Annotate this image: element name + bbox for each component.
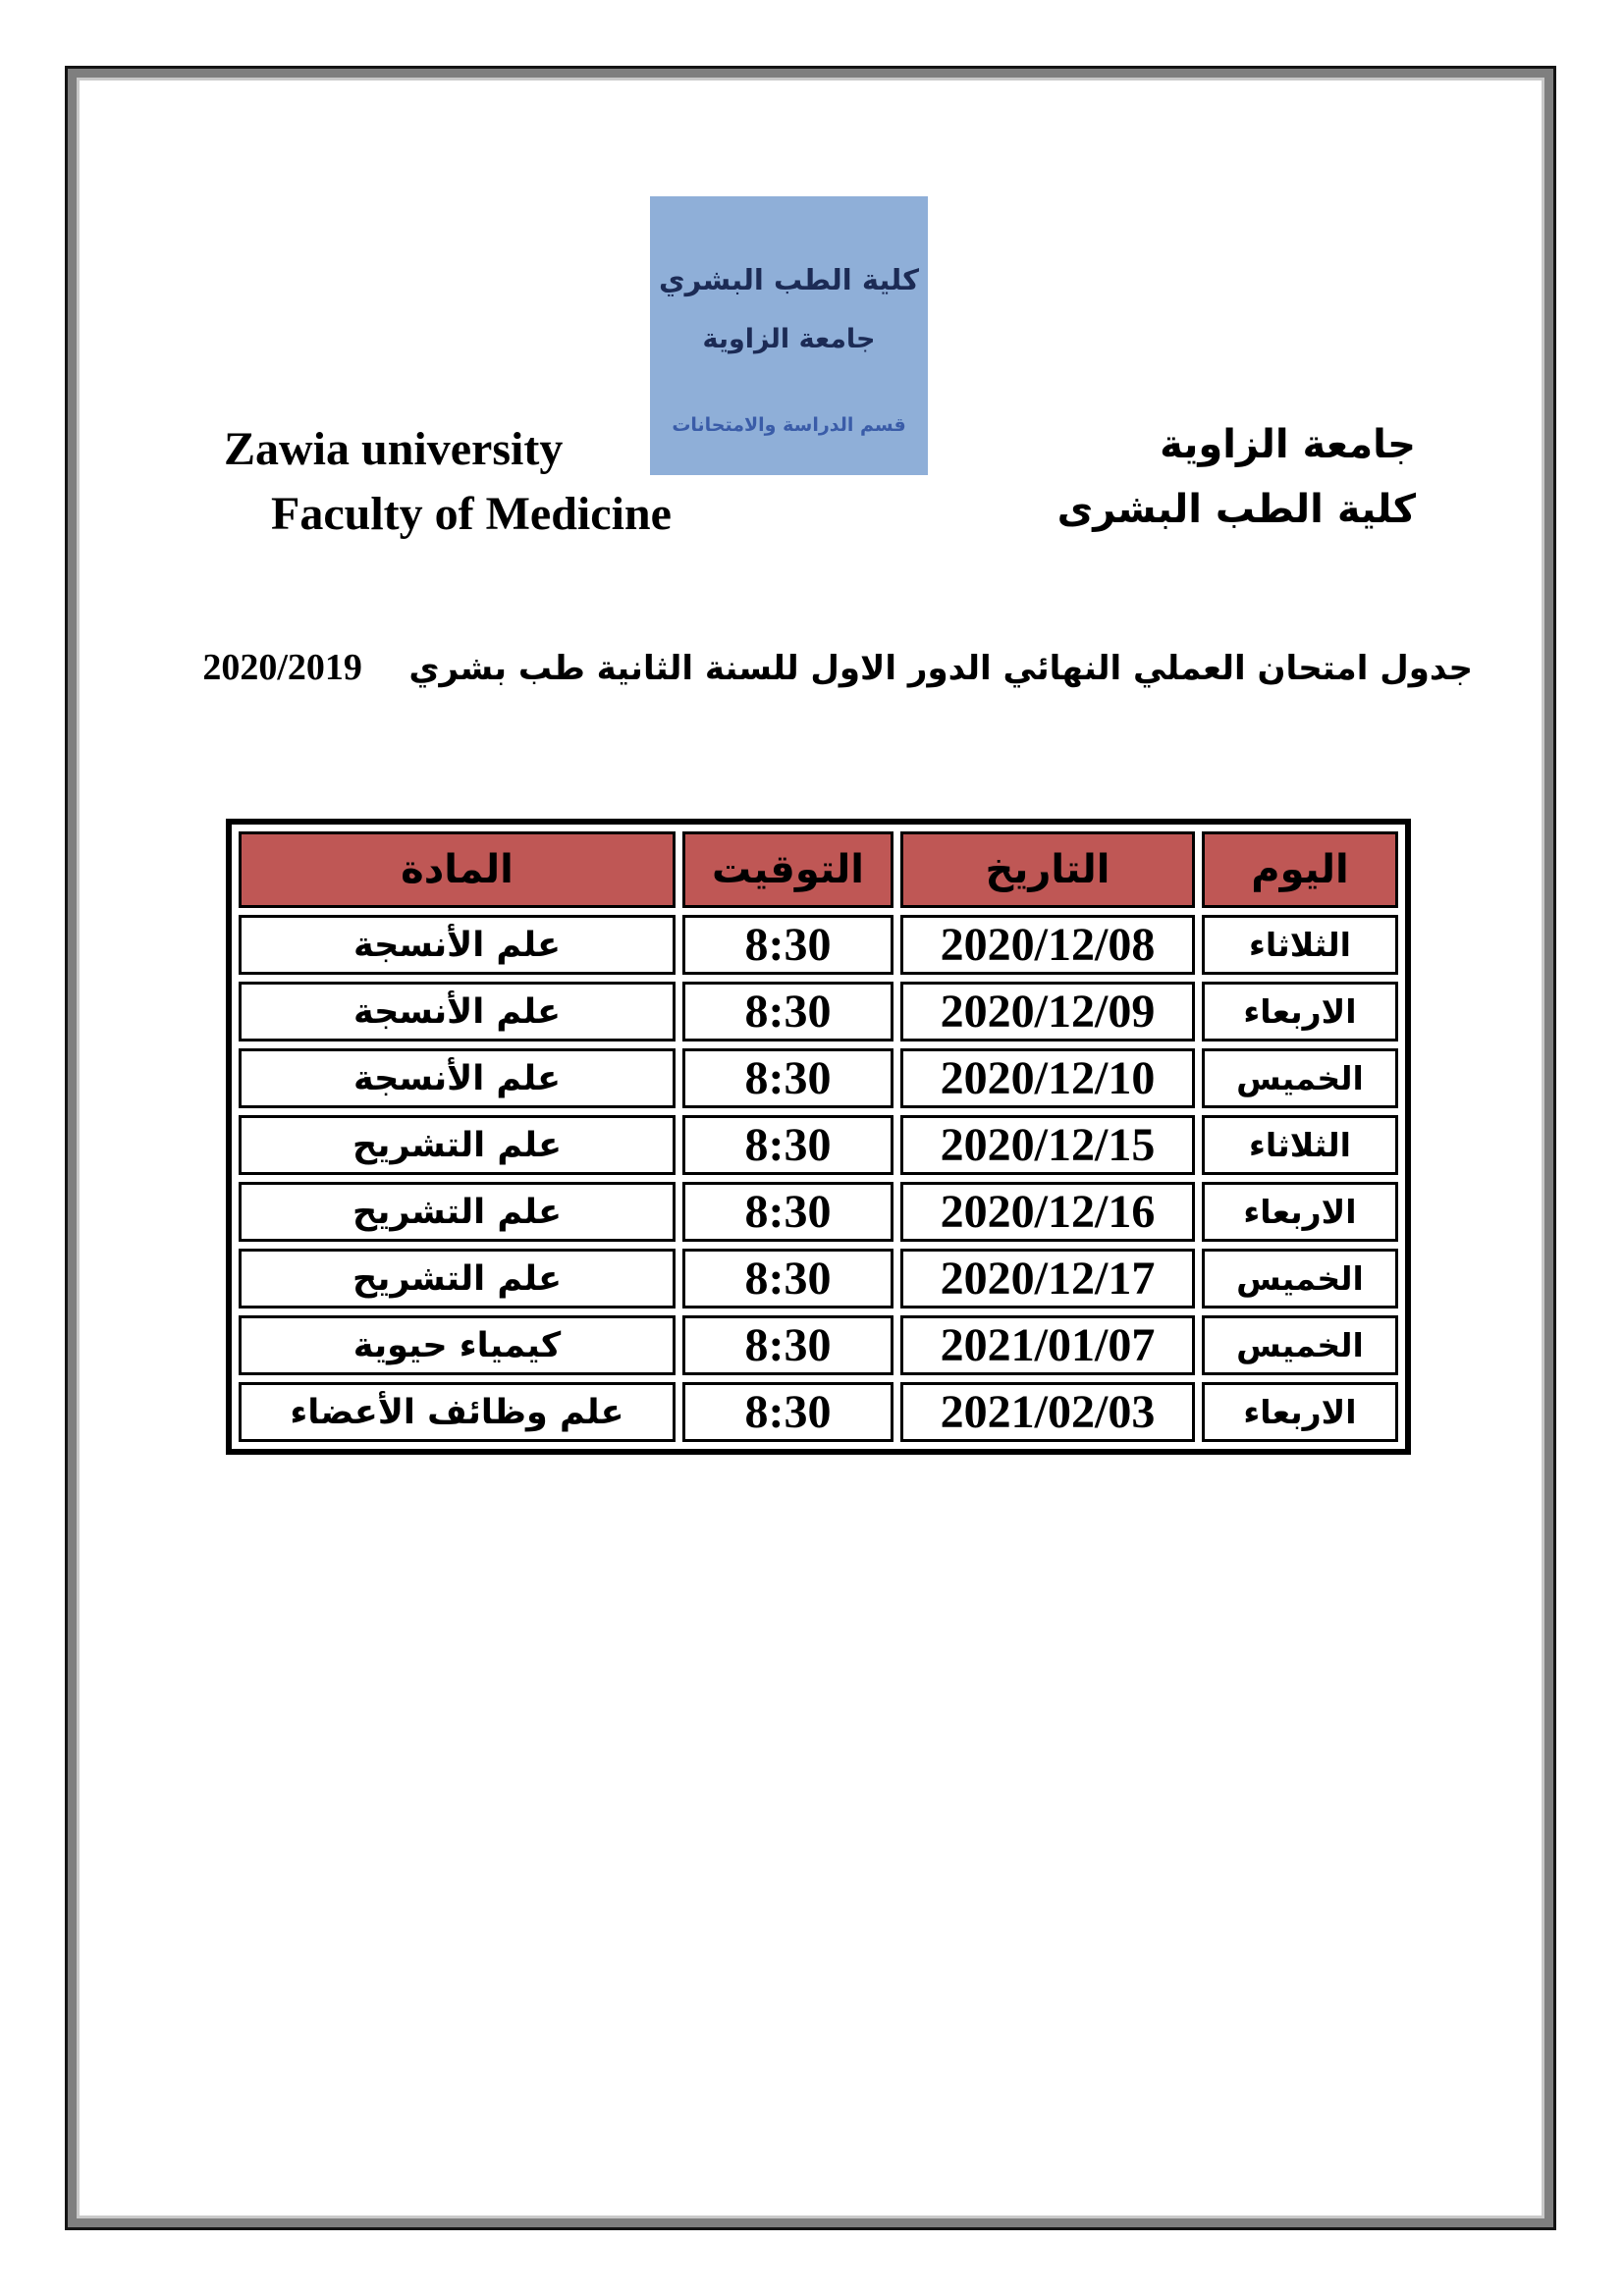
date-cell: 2020/12/15 bbox=[900, 1115, 1195, 1175]
table-header-row bbox=[239, 831, 1398, 908]
table-row bbox=[239, 1182, 1398, 1242]
time-cell: 8:30 bbox=[682, 982, 893, 1041]
day-cell: الثلاثاء bbox=[1202, 915, 1398, 975]
day-cell: الخميس bbox=[1202, 1315, 1398, 1375]
faculty-name-arabic: كلية الطب البشرى bbox=[1056, 487, 1416, 532]
date-cell: 2021/01/07 bbox=[900, 1315, 1195, 1375]
table-row bbox=[239, 1048, 1398, 1108]
subject-cell: علم الأنسجة bbox=[239, 982, 676, 1041]
logo-department-name: قسم الدراسة والامتحانات bbox=[672, 414, 906, 436]
subject-cell: كيمياء حيوية bbox=[239, 1315, 676, 1375]
time-cell: 8:30 bbox=[682, 1182, 893, 1242]
time-cell: 8:30 bbox=[682, 915, 893, 975]
table-row bbox=[239, 1382, 1398, 1442]
schedule-title-year: 2020/2019 bbox=[202, 647, 362, 688]
logo-faculty-name: كلية الطب البشري bbox=[659, 263, 919, 296]
day-cell: الخميس bbox=[1202, 1048, 1398, 1108]
date-cell: 2020/12/16 bbox=[900, 1182, 1195, 1242]
logo-university-name: جامعة الزاوية bbox=[702, 324, 876, 354]
date-cell: 2021/02/03 bbox=[900, 1382, 1195, 1442]
table-row bbox=[239, 915, 1398, 975]
subject-cell: علم التشريح bbox=[239, 1182, 676, 1242]
time-cell: 8:30 bbox=[682, 1249, 893, 1308]
subject-cell: علم التشريح bbox=[239, 1115, 676, 1175]
table-row bbox=[239, 1315, 1398, 1375]
schedule-table-body bbox=[239, 915, 1398, 1442]
date-cell: 2020/12/10 bbox=[900, 1048, 1195, 1108]
subject-cell: علم وظائف الأعضاء bbox=[239, 1382, 676, 1442]
schedule-title-spacer bbox=[374, 649, 398, 688]
date-cell: 2020/12/08 bbox=[900, 915, 1195, 975]
table-row bbox=[239, 982, 1398, 1041]
day-cell: الثلاثاء bbox=[1202, 1115, 1398, 1175]
university-name-english: Zawia university bbox=[224, 423, 564, 475]
time-cell: 8:30 bbox=[682, 1315, 893, 1375]
subject-cell: علم الأنسجة bbox=[239, 1048, 676, 1108]
subject-cell: علم التشريح bbox=[239, 1249, 676, 1308]
day-cell: الخميس bbox=[1202, 1249, 1398, 1308]
day-cell: الاربعاء bbox=[1202, 1182, 1398, 1242]
column-header-date: التاريخ bbox=[900, 831, 1195, 908]
column-header-day: اليوم bbox=[1202, 831, 1398, 908]
schedule-title-text: جدول امتحان العملي النهائي الدور الاول للسنة الثانية طب بشري bbox=[408, 649, 1473, 688]
time-cell: 8:30 bbox=[682, 1115, 893, 1175]
letterhead-arabic bbox=[1021, 412, 1416, 542]
university-name-arabic: جامعة الزاوية bbox=[1160, 422, 1416, 467]
faculty-name-english: Faculty of Medicine bbox=[271, 488, 672, 540]
column-header-subject: المادة bbox=[239, 831, 676, 908]
date-cell: 2020/12/17 bbox=[900, 1249, 1195, 1308]
schedule-title bbox=[202, 640, 1473, 696]
date-cell: 2020/12/09 bbox=[900, 982, 1195, 1041]
table-row bbox=[239, 1115, 1398, 1175]
exam-schedule-table bbox=[226, 819, 1411, 1455]
subject-cell: علم الأنسجة bbox=[239, 915, 676, 975]
time-cell: 8:30 bbox=[682, 1048, 893, 1108]
table-row bbox=[239, 1249, 1398, 1308]
faculty-logo bbox=[650, 196, 928, 475]
day-cell: الاربعاء bbox=[1202, 1382, 1398, 1442]
column-header-time: التوقيت bbox=[682, 831, 893, 908]
time-cell: 8:30 bbox=[682, 1382, 893, 1442]
day-cell: الاربعاء bbox=[1202, 982, 1398, 1041]
